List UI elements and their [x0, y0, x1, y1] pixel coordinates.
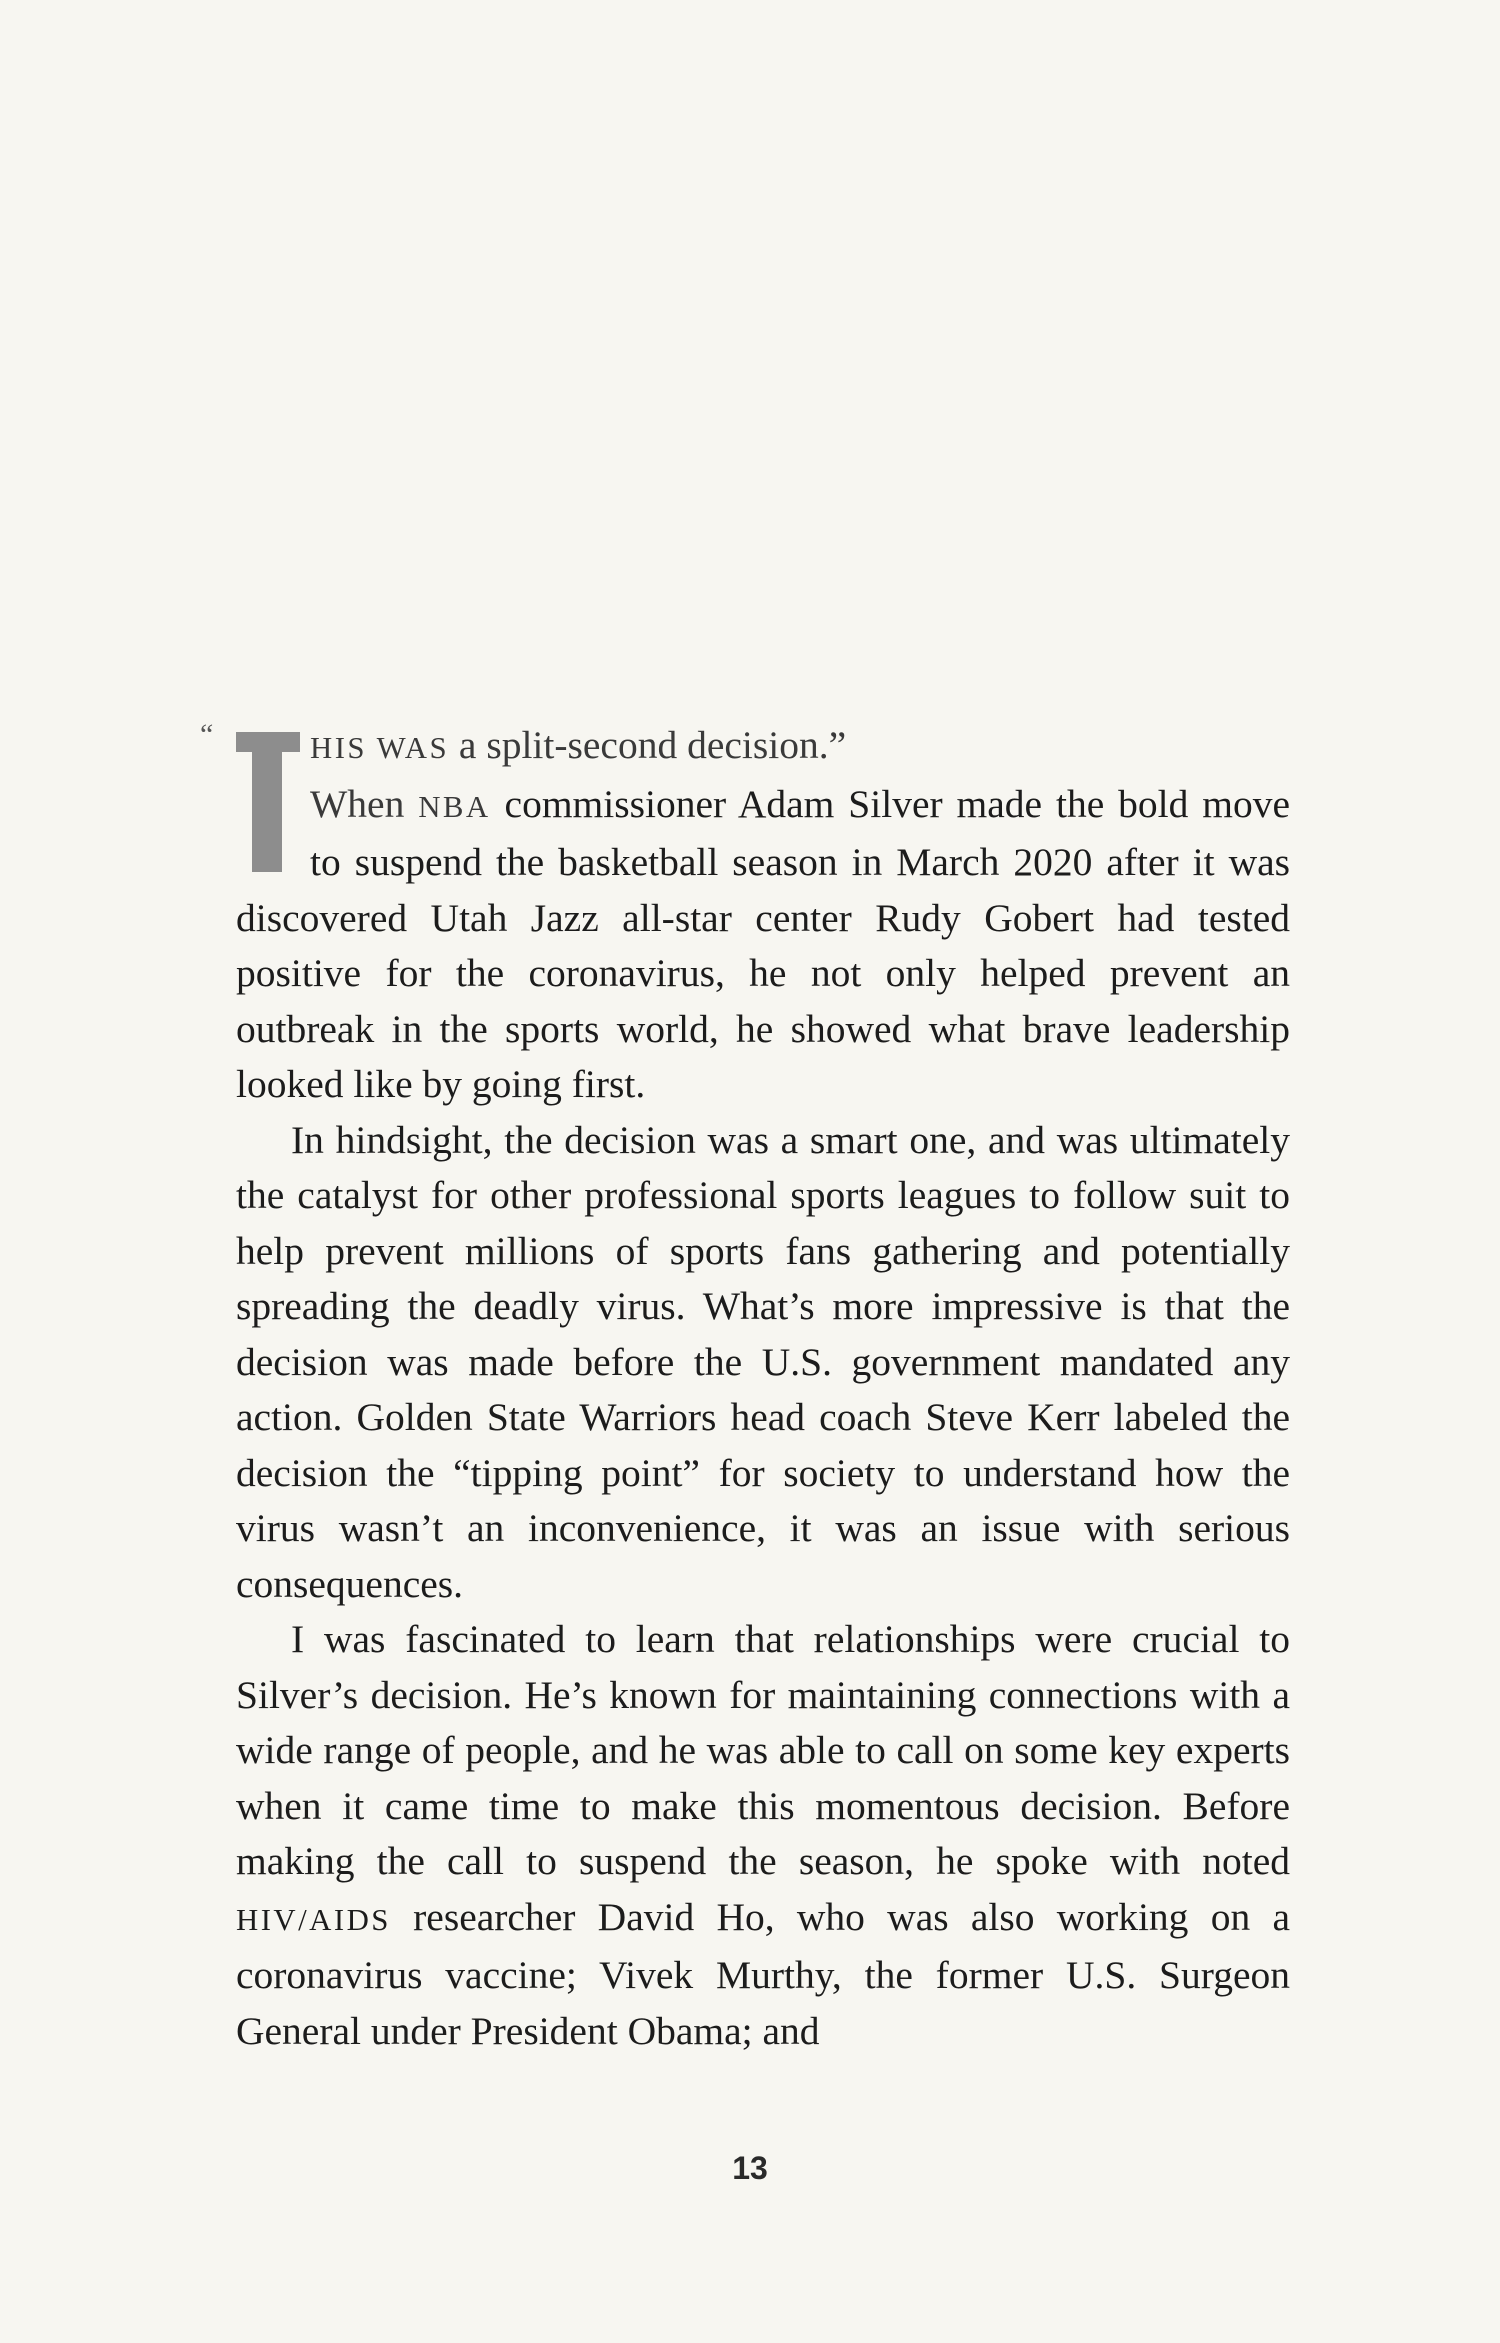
- paragraph-3: In hindsight, the decision was a smart one, and was ultimately the catalyst for other professional sports leagues to follow suit to help prevent millions of sports fans gathering and potentially spreading the deadly virus. What’s more impressive is that the decision was made before the U.S. government mandated any action. Golden State Warriors head coach Steve Kerr labeled the decision the “tipping point” for society to understand how the virus wasn’t an inconvenience, it was an issue with serious consequences.: [236, 1117, 1290, 1606]
- paragraph-4-rest: researcher David Ho, who was also working on a coronavirus vaccine; Vivek Murthy, the former U.S. Surgeon General under President Obama; and: [236, 1894, 1290, 2053]
- opening-line-rest: a split-second decision.”: [449, 723, 847, 767]
- paragraph-2-rest: commissioner Adam Silver made the bold move to suspend the basketball season in March 2020 after it was discovered Utah Jazz all-star center Rudy Gobert had tested positive for the coronavirus, he not only helped prevent an outbreak in the sports world, he showed what brave leadership looked like by going first.: [236, 781, 1290, 1106]
- hiv-smallcaps: HIV/AIDS: [236, 1902, 391, 1937]
- opening-smallcaps: HIS WAS: [310, 731, 450, 765]
- nba-smallcaps: NBA: [418, 789, 491, 824]
- page-number: 13: [732, 2150, 768, 2186]
- opening-quote-mark: “: [200, 718, 214, 751]
- paragraph-4: [236, 1612, 1290, 2059]
- paragraph-2-lead: When: [310, 781, 419, 826]
- body-text: [236, 718, 1290, 2059]
- paragraph-opening: [236, 718, 1290, 1113]
- drop-cap-space: [236, 718, 310, 873]
- paragraph-4-lead: I was fascinated to learn that relationships were crucial to Silver’s decision. He’s known for maintaining connections with a wide range of people, and he was able to call on some key experts when it came time to make this momentous decision. Before making the call to suspend the season, he spoke with noted: [236, 1617, 1290, 1883]
